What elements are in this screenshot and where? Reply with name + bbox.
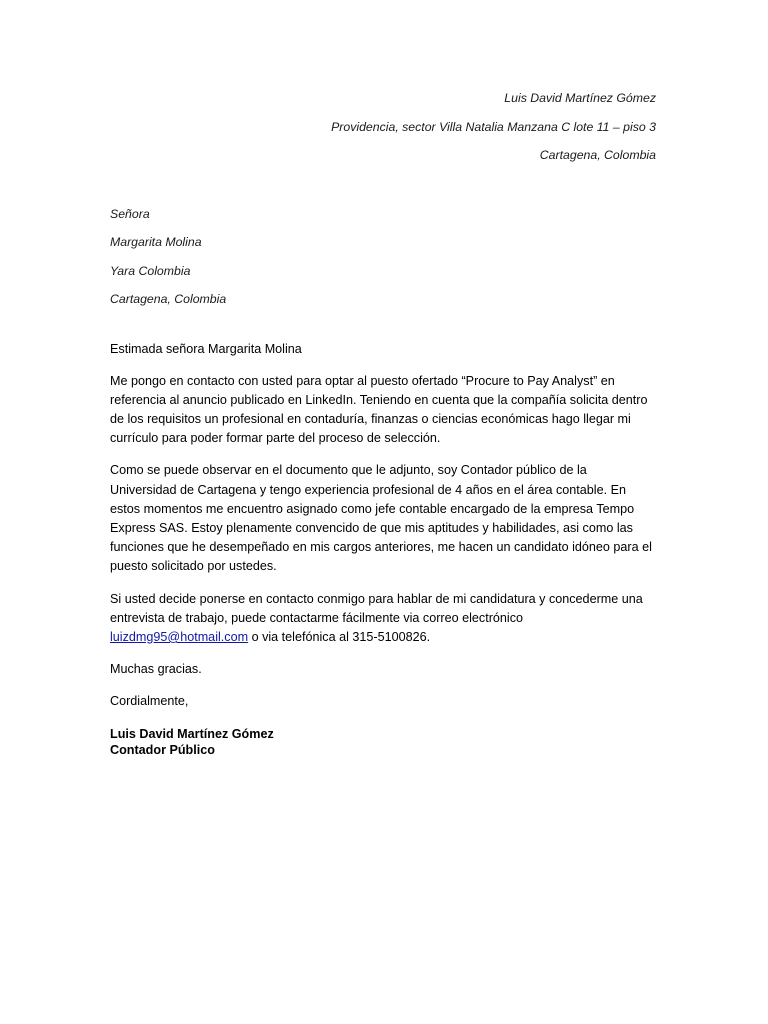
contact-text-after-email: o via telefónica al 315-5100826.: [248, 629, 431, 644]
sender-block: [110, 84, 656, 170]
contact-text-before-email: Si usted decide ponerse en contacto conmigo para hablar de mi candidatura y concederme una entrevista de trabajo, puede contactarme fácilmente via correo electrónico: [110, 591, 643, 625]
salutation-line: Estimada señora Margarita Molina: [110, 341, 302, 356]
spacer-after-sender: [110, 170, 656, 200]
sender-name: Luis David Martínez Gómez: [504, 91, 656, 105]
recipient-block: [110, 200, 656, 314]
paragraph-thanks: Muchas gracias.: [110, 662, 202, 677]
letter-body: [110, 84, 656, 759]
spacer-after-recipient: [110, 314, 656, 340]
paragraph-closing: Cordialmente,: [110, 694, 189, 709]
recipient-city: Cartagena, Colombia: [110, 292, 227, 306]
recipient-company: Yara Colombia: [110, 263, 191, 278]
signature-block: [110, 726, 656, 759]
signature-name: Luis David Martínez Gómez: [110, 726, 274, 741]
sender-city: Cartagena, Colombia: [539, 148, 656, 162]
paragraph-intro: Me pongo en contacto con usted para optar al puesto ofertado “Procure to Pay Analyst” en referencia al anuncio publicado en LinkedIn. Teniendo en cuenta que la compañía solicita dentro de los requisitos un profesional en contaduría, finanzas o ciencias económicas hago llegar mi currículo para poder formar parte del proceso de selección.: [110, 373, 648, 446]
signature-role: Contador Público: [110, 743, 215, 758]
paragraph-experience: Como se puede observar en el documento que le adjunto, soy Contador público de la Universidad de Cartagena y tengo experiencia profesional de 4 años en el área contable. En estos momentos me encuentro asignado como jefe contable encargado de la empresa Tempo Express SAS. Estoy plenamente convencido de que mis aptitudes y habilidades, asi como las funciones que he desempeñado en mis cargos anteriores, me hacen un candidato idóneo para el puesto solicitado por ustedes.: [110, 463, 652, 574]
recipient-title: Señora: [110, 206, 150, 221]
email-link[interactable]: luizdmg95@hotmail.com: [110, 629, 249, 644]
sender-address: Providencia, sector Villa Natalia Manzana C lote 11 – piso 3: [331, 119, 656, 134]
recipient-name: Margarita Molina: [110, 235, 202, 249]
paragraph-contact: [110, 590, 656, 648]
